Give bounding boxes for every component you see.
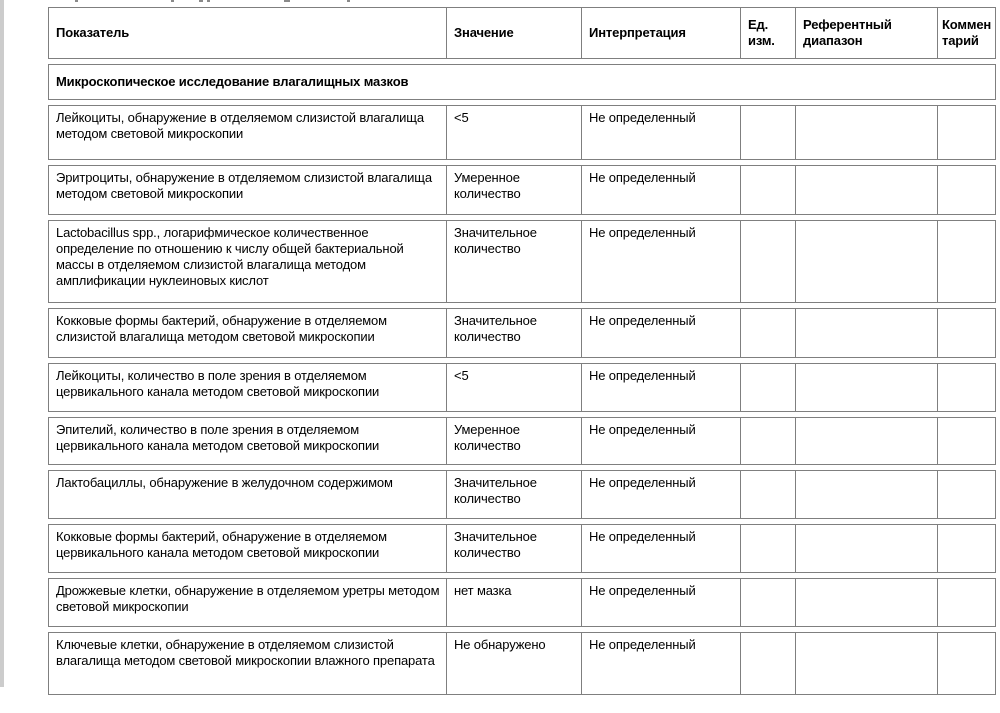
cell-comment [937,470,996,519]
cell-interpretation: Не определенный [581,308,741,358]
cell-indicator: Кокковые формы бактерий, обнаружение в отделяемом цервикального канала методом световой микроскопии [48,524,447,573]
cell-indicator: Лейкоциты, обнаружение в отделяемом слизистой влагалища методом световой микроскопии [48,105,447,160]
table-row [48,417,996,465]
clipped-glyph [347,0,350,2]
cell-unit [740,165,796,215]
cell-comment [937,105,996,160]
cell-value: Значительное количество [446,524,582,573]
cell-reference-range [795,165,938,215]
lab-results-table [48,7,996,700]
table-row [48,524,996,573]
cell-value: Умеренное количество [446,417,582,465]
cell-comment [937,220,996,303]
clipped-glyph [199,0,203,2]
table-header-row [48,7,996,59]
table-row [48,220,996,303]
cell-comment [937,578,996,627]
column-header-interpretation: Интерпретация [581,7,741,59]
cell-value: Значительное количество [446,220,582,303]
column-header-unit: Ед. изм. [740,7,796,59]
cell-unit [740,470,796,519]
cell-interpretation: Не определенный [581,105,741,160]
cell-comment [937,363,996,412]
cell-reference-range [795,220,938,303]
cell-unit [740,220,796,303]
clipped-glyph [75,0,78,2]
cell-reference-range [795,578,938,627]
cell-interpretation: Не определенный [581,417,741,465]
cell-value: <5 [446,363,582,412]
column-header-indicator: Показатель [48,7,447,59]
cell-unit [740,308,796,358]
cell-unit [740,524,796,573]
cell-comment [937,417,996,465]
cell-value: Значительное количество [446,308,582,358]
cell-indicator: Лактобациллы, обнаружение в желудочном содержимом [48,470,447,519]
cell-comment [937,165,996,215]
cell-reference-range [795,417,938,465]
cell-unit [740,105,796,160]
page-edge-strip [0,0,4,687]
table-row [48,578,996,627]
cell-comment [937,308,996,358]
table-row [48,470,996,519]
cell-indicator: Дрожжевые клетки, обнаружение в отделяемом уретры методом световой микроскопии [48,578,447,627]
table-row [48,105,996,160]
cell-indicator: Ключевые клетки, обнаружение в отделяемом слизистой влагалища методом световой микроскопии влажного препарата [48,632,447,695]
cell-indicator: Lactobacillus spp., логарифмическое количественное определение по отношению к числу общей бактериальной массы в отделяемом слизистой влагалища методом амплификации нуклеиновых кислот [48,220,447,303]
cell-indicator: Эпителий, количество в поле зрения в отделяемом цервикального канала методом световой микроскопии [48,417,447,465]
column-header-value: Значение [446,7,582,59]
cell-interpretation: Не определенный [581,524,741,573]
cell-indicator: Кокковые формы бактерий, обнаружение в отделяемом слизистой влагалища методом световой микроскопии [48,308,447,358]
cell-indicator: Эритроциты, обнаружение в отделяемом слизистой влагалища методом световой микроскопии [48,165,447,215]
section-title: Микроскопическое исследование влагалищных мазков [48,64,996,100]
cell-value: Значительное количество [446,470,582,519]
table-body [48,105,996,695]
cell-reference-range [795,524,938,573]
clipped-glyph [207,0,210,2]
cell-unit [740,417,796,465]
cell-comment [937,632,996,695]
clipped-glyph [284,0,290,2]
cell-comment [937,524,996,573]
cell-reference-range [795,308,938,358]
table-row [48,308,996,358]
cell-interpretation: Не определенный [581,165,741,215]
cell-reference-range [795,105,938,160]
cell-indicator: Лейкоциты, количество в поле зрения в отделяемом цервикального канала методом световой микроскопии [48,363,447,412]
cell-value: Не обнаружено [446,632,582,695]
cell-interpretation: Не определенный [581,363,741,412]
clipped-glyph [171,0,174,2]
cell-interpretation: Не определенный [581,578,741,627]
table-row [48,165,996,215]
cell-interpretation: Не определенный [581,470,741,519]
cell-interpretation: Не определенный [581,220,741,303]
column-header-comment: Комментарий [937,7,996,59]
clipped-text-fragments [0,0,1000,3]
cell-value: <5 [446,105,582,160]
cell-value: нет мазка [446,578,582,627]
cell-unit [740,578,796,627]
table-row [48,632,996,695]
table-row [48,363,996,412]
section-header-row [48,64,996,100]
cell-reference-range [795,363,938,412]
cell-unit [740,632,796,695]
column-header-reference-range: Референтный диапазон [795,7,938,59]
cell-unit [740,363,796,412]
cell-reference-range [795,632,938,695]
cell-value: Умеренное количество [446,165,582,215]
cell-reference-range [795,470,938,519]
cell-interpretation: Не определенный [581,632,741,695]
